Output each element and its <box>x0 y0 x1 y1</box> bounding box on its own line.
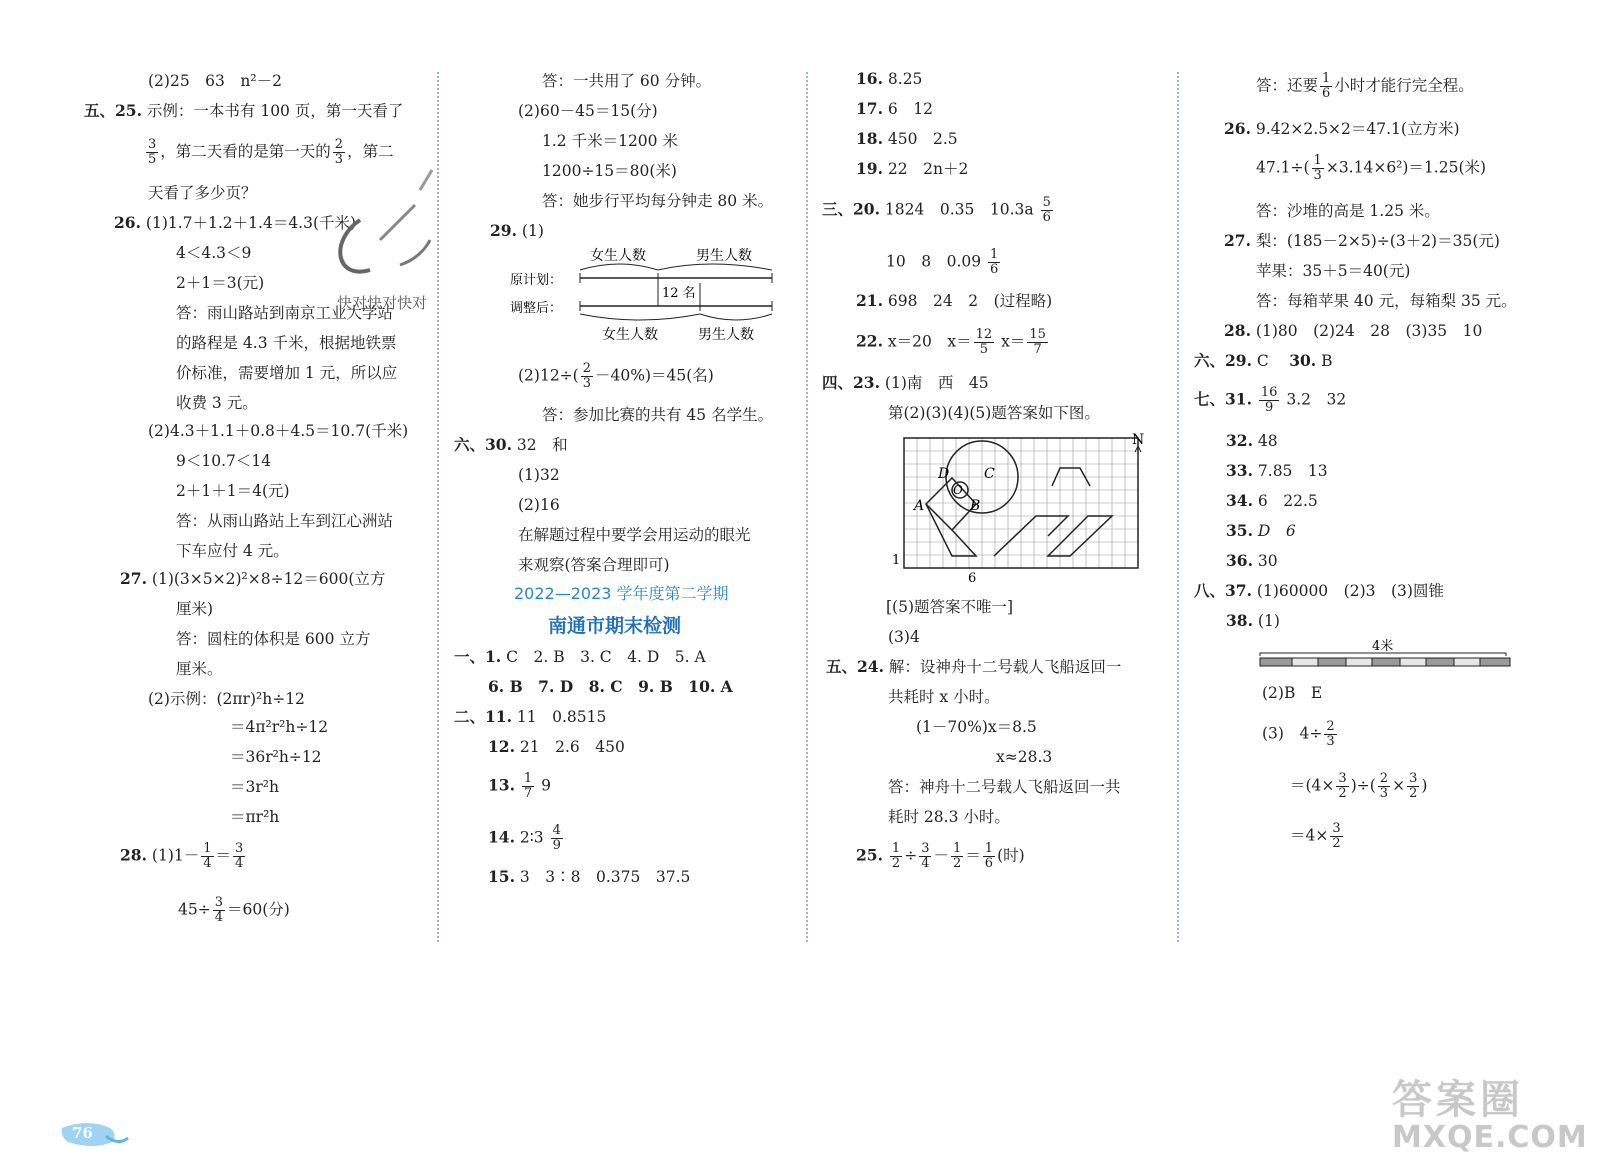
answer-text: x＝20 x＝ <box>887 332 972 351</box>
answer-line: [(5)题答案不唯一] <box>886 598 1014 616</box>
fraction: $\frac{4}{9}$ <box>552 823 561 853</box>
question-number: 22. <box>856 331 883 351</box>
fraction: $\frac{3}{5}$ <box>148 137 157 167</box>
question-number: 32. <box>1226 431 1253 450</box>
answer-line <box>1224 118 1460 140</box>
answer-line: 收费 3 元。 <box>176 394 258 412</box>
label-o: O <box>953 483 963 497</box>
question-number: 36. <box>1226 551 1253 570</box>
answer-text: D 6 <box>1257 522 1296 540</box>
answer-line: 2＋1＝3(元) <box>176 274 265 292</box>
answer-text: 45÷ <box>178 900 211 919</box>
answer-line: ＝36r²h÷12 <box>230 748 322 766</box>
answer-line: 1.2 千米＝1200 米 <box>542 132 678 150</box>
answer-line <box>856 128 958 150</box>
answer-line <box>490 220 544 242</box>
question-number: 34. <box>1226 491 1253 510</box>
fraction: $\frac{3}{2}$ <box>1338 771 1347 801</box>
answer-text: 答：还要 <box>1256 76 1319 95</box>
answer-line <box>454 706 606 728</box>
answer-text: 6 22.5 <box>1257 492 1318 510</box>
boys-brace-bottom <box>700 314 772 320</box>
answer-text: 48 <box>1257 432 1278 450</box>
answer-line <box>1226 460 1328 482</box>
question-number: 27. <box>120 569 147 588</box>
answer-line <box>1224 230 1500 252</box>
question-number: 三、20. <box>822 199 880 219</box>
answer-line <box>1194 580 1444 602</box>
fraction: $\frac{1}{7}$ <box>523 771 533 801</box>
answer-text: 小时才能行完全程。 <box>1334 76 1474 95</box>
answer-line <box>856 68 922 90</box>
answer-text: (1)(3×5×2)²×8÷12＝600(立方 <box>151 570 386 588</box>
north-label: N <box>1132 432 1145 448</box>
answer-text: 梨：(185－2×5)÷(3＋2)＝35(元) <box>1255 232 1500 250</box>
answer-line: 共耗时 x 小时。 <box>888 688 1000 706</box>
answer-line: ＝3r²h <box>230 778 279 796</box>
question-number: 26. <box>1224 119 1251 138</box>
answer-line: (2)示例：(2πr)²h÷12 <box>148 690 305 708</box>
question-number: 二、11. <box>454 707 512 726</box>
plan-label: 原计划： <box>510 273 563 288</box>
answer-text: 11 0.8515 <box>516 708 607 726</box>
boys-brace <box>658 264 772 270</box>
answer-text: 32 和 <box>516 436 568 454</box>
answer-text: 47.1÷( <box>1256 158 1310 177</box>
answer-text: 8.25 <box>887 70 923 88</box>
girls-label-bottom: 女生人数 <box>602 327 658 343</box>
fraction: $\frac{2}{3}$ <box>582 361 591 391</box>
answer-line: 4＜4.3＜9 <box>176 244 252 262</box>
square-shape <box>926 478 976 530</box>
boys-label-bottom: 男生人数 <box>698 327 754 343</box>
question-number: 八、37. <box>1194 581 1252 600</box>
answer-line <box>1194 386 1346 415</box>
answer-line <box>178 896 290 925</box>
label-b: B <box>970 498 981 514</box>
page-number-badge <box>58 1116 130 1150</box>
answer-line <box>856 842 1025 871</box>
answer-line <box>1194 350 1333 372</box>
fraction: $\frac{3}{4}$ <box>235 841 244 871</box>
operator: － <box>933 846 949 865</box>
answer-text: C 2. B 3. C 4. D 5. A <box>506 648 706 666</box>
answer-line: 下车应付 4 元。 <box>176 542 289 560</box>
answer-text: (1) <box>1257 612 1280 630</box>
answer-text: 1824 0.35 10.3a <box>884 200 1034 219</box>
answer-line: 厘米) <box>176 600 214 618</box>
fraction: $\frac{3}{2}$ <box>1409 771 1418 801</box>
fraction: $\frac{1}{6}$ <box>984 841 994 871</box>
answer-text: 10 8 0.09 <box>886 252 982 271</box>
answer-text: 30 <box>1257 552 1278 570</box>
answer-text: × <box>1392 776 1406 795</box>
watermark <box>1392 1078 1588 1154</box>
answer-line <box>826 656 1121 678</box>
answer-line <box>120 842 247 871</box>
answer-line: 6. B 7. D 8. C 9. B 10. A <box>488 677 733 696</box>
question-number: 29. <box>490 221 517 240</box>
answer-line: (3)4 <box>888 628 920 646</box>
answer-text: 6 12 <box>887 100 933 118</box>
fraction: $\frac{3}{4}$ <box>921 841 930 871</box>
answer-line: 9＜10.7＜14 <box>176 452 272 470</box>
fraction: $\frac{15}{7}$ <box>1029 327 1046 357</box>
answer-text: 2∶3 <box>519 828 544 847</box>
answer-line <box>856 290 1052 312</box>
answer-text: 22 2n＋2 <box>887 160 969 178</box>
answer-text: (1)60000 (2)3 (3)圆锥 <box>1256 582 1444 600</box>
answer-text: (3) 4÷ <box>1262 724 1323 743</box>
answer-line: 答：圆柱的体积是 600 立方 <box>176 630 371 648</box>
watermark-en: MXQE.COM <box>1392 1120 1588 1155</box>
fraction: $\frac{1}{4}$ <box>203 841 212 871</box>
question-number: 28. <box>120 845 147 865</box>
question-number: 12. <box>488 737 515 756</box>
answer-line: (2)4.3＋1.1＋0.8＋4.5＝10.7(千米) <box>148 422 409 440</box>
fraction: $\frac{3}{4}$ <box>214 895 223 925</box>
answer-line <box>454 646 706 668</box>
answer-line: (2)60－45＝15(分) <box>518 102 658 120</box>
fraction: $\frac{5}{6}$ <box>1042 195 1051 225</box>
question-number: 15. <box>488 867 515 886</box>
fraction: $\frac{1}{2}$ <box>891 841 901 871</box>
question-number: 16. <box>856 69 883 88</box>
answer-line <box>120 568 385 590</box>
column-divider <box>1177 72 1179 942</box>
answer-text: (时) <box>997 846 1025 865</box>
answer-text: (1) <box>521 222 544 240</box>
answer-text: 示例：一本书有 100 页，第一天看了 <box>146 102 404 120</box>
parallelogram-shape <box>994 516 1068 556</box>
answer-line: (2)16 <box>518 496 560 514</box>
grid-lines <box>904 438 1138 568</box>
answer-line: 答：她步行平均每分钟走 80 米。 <box>542 192 774 210</box>
adjusted-label: 调整后： <box>510 301 563 316</box>
answer-line <box>886 248 1002 277</box>
stamp-scribble <box>320 150 440 280</box>
answer-line: 天看了多少页？ <box>148 184 257 202</box>
question-number: 30. <box>1289 351 1317 370</box>
answer-text: 9 <box>541 776 551 795</box>
answer-line <box>84 100 403 122</box>
operator: ÷ <box>904 846 918 865</box>
boys-label: 男生人数 <box>696 248 752 264</box>
watermark-cn: 答案圈 <box>1392 1077 1524 1123</box>
answer-line: (1－70%)x＝8.5 <box>916 718 1037 736</box>
answer-line: 答：参加比赛的共有 45 名学生。 <box>542 406 774 424</box>
axis-label-6: 6 <box>968 571 977 586</box>
answer-line <box>1226 490 1318 512</box>
answer-line <box>856 158 968 180</box>
answer-line <box>1226 430 1278 452</box>
question-number: 14. <box>488 827 515 847</box>
answer-text: (1)1－ <box>151 846 200 865</box>
answer-line: 耗时 28.3 小时。 <box>888 808 1010 826</box>
answer-line: 2＋1＋1＝4(元) <box>176 482 290 500</box>
answer-line: 1200÷15＝80(米) <box>542 162 677 180</box>
answer-text: )÷( <box>1350 776 1376 795</box>
answer-text: 698 24 2 (过程略) <box>887 292 1053 310</box>
answer-text: 7.85 13 <box>1257 462 1328 480</box>
question-number: 19. <box>856 159 883 178</box>
answer-line: 厘米。 <box>176 660 223 678</box>
answer-line <box>488 736 625 758</box>
bar-segment <box>1292 658 1318 666</box>
section-subtitle: 2022—2023 学年度第二学期 <box>514 584 729 603</box>
answer-line: 第(2)(3)(4)(5)题答案如下图。 <box>888 404 1100 422</box>
axis-label-1: 1 <box>892 553 901 568</box>
answer-line <box>488 772 551 801</box>
answer-line <box>518 362 714 391</box>
answer-text: ＝60(分) <box>227 900 290 919</box>
answer-line: 答：一共用了 60 分钟。 <box>542 72 712 90</box>
answer-text: ) <box>1421 776 1428 795</box>
bar-bracket <box>1260 653 1506 656</box>
fraction: $\frac{2}{3}$ <box>334 137 344 167</box>
girls-brace-bottom <box>580 314 700 320</box>
answer-text: ×3.14×6²)＝1.25(米) <box>1325 158 1487 177</box>
answer-text: (1)1.7＋1.2＋1.4＝4.3(千米) <box>145 214 357 232</box>
fraction: $\frac{2}{3}$ <box>1379 771 1389 801</box>
answer-text: (1)南 西 45 <box>884 374 989 392</box>
answer-text: B <box>1321 352 1333 370</box>
question-number: 五、25. <box>84 101 142 120</box>
question-number: 四、23. <box>822 373 880 392</box>
answer-line <box>454 434 568 456</box>
label-c: C <box>984 466 995 482</box>
answer-line: 答：沙堆的高是 1.25 米。 <box>1256 202 1440 220</box>
answer-line: (1)32 <box>518 466 560 484</box>
diff-label: 12 名 <box>662 286 696 301</box>
answer-line: x≈28.3 <box>996 748 1053 766</box>
answer-line: 苹果：35＋5＝40(元) <box>1256 262 1411 280</box>
fraction: $\frac{1}{6}$ <box>990 247 999 277</box>
question-number: 13. <box>488 775 515 795</box>
answer-line: 答：雨山路站到南京工业大学站 <box>176 304 394 322</box>
fraction: $\frac{12}{5}$ <box>975 327 993 357</box>
answer-text: 3.2 32 <box>1286 390 1347 409</box>
question-number: 28. <box>1224 321 1251 340</box>
answer-line <box>1256 154 1486 183</box>
answer-line <box>1262 720 1339 749</box>
answer-text: ，第二天看的是第一天的 <box>160 142 331 161</box>
operator: ＝ <box>965 846 981 865</box>
question-number: 六、30. <box>454 435 512 454</box>
answer-line <box>1226 610 1280 632</box>
page-number: 76 <box>72 1124 93 1142</box>
parallelogram-shape-2 <box>1048 516 1112 556</box>
fraction: $\frac{16}{9}$ <box>1260 385 1278 415</box>
measure-bar <box>1256 636 1516 672</box>
answer-line: 价标准，需要增加 1 元，所以应 <box>176 364 398 382</box>
answer-line <box>1290 772 1427 801</box>
bar-segment <box>1454 658 1480 666</box>
answer-line <box>822 372 989 394</box>
fraction: $\frac{1}{2}$ <box>952 841 962 871</box>
answer-line: 在解题过程中要学会用运动的眼光 <box>518 526 751 544</box>
answer-text: 解：设神舟十二号载人飞船返回一 <box>888 658 1122 676</box>
answer-line: ＝πr²h <box>230 808 280 826</box>
answer-line: 答：每箱苹果 40 元，每箱梨 35 元。 <box>1256 292 1517 310</box>
section-title: 南通市期末检测 <box>548 615 682 637</box>
answer-line: 来观察(答案合理即可) <box>518 556 670 574</box>
answer-text: ＝ <box>215 846 232 865</box>
answer-line: 答：从雨山路站上车到江心洲站 <box>176 512 394 530</box>
bar-segment <box>1346 658 1372 666</box>
answer-text: ＝(4× <box>1290 776 1335 795</box>
answer-line: 的路程是 4.3 千米，根据地铁票 <box>176 334 397 352</box>
answer-line <box>1224 320 1482 342</box>
question-number: 27. <box>1224 231 1251 250</box>
answer-text: 9.42×2.5×2＝47.1(立方米) <box>1255 120 1460 138</box>
answer-text: (1)80 (2)24 28 (3)35 10 <box>1255 322 1483 340</box>
label-a: A <box>914 498 925 514</box>
answer-line <box>1256 72 1474 101</box>
fraction: $\frac{2}{3}$ <box>1326 719 1335 749</box>
girls-label: 女生人数 <box>590 248 646 264</box>
answer-text: 450 2.5 <box>887 130 958 148</box>
girls-brace <box>580 264 658 270</box>
fraction: $\frac{1}{6}$ <box>1322 71 1331 101</box>
bar-segment <box>1400 658 1426 666</box>
answer-text: (2)12÷( <box>518 366 579 385</box>
answer-line <box>488 824 565 853</box>
question-number: 21. <box>856 291 883 310</box>
answer-line <box>488 866 690 888</box>
question-number: 25. <box>856 845 883 865</box>
answer-line <box>856 328 1050 357</box>
answer-line <box>1226 520 1296 542</box>
label-d: D <box>938 466 950 482</box>
answer-line <box>856 98 933 120</box>
answer-line <box>822 196 1055 225</box>
question-number: 七、31. <box>1194 389 1252 409</box>
question-number: 26. <box>114 213 141 232</box>
segment-diagram <box>510 244 790 344</box>
answer-line: (2)B E <box>1262 684 1323 702</box>
grid-figure <box>880 430 1160 590</box>
question-number: 五、24. <box>826 657 884 676</box>
answer-text: ＝4× <box>1290 826 1329 845</box>
column-divider <box>806 72 808 942</box>
fraction: $\frac{3}{2}$ <box>1332 821 1341 851</box>
answer-text: 21 2.6 450 <box>519 738 625 756</box>
answer-text: x＝ <box>1001 332 1026 351</box>
fraction: $\frac{1}{3}$ <box>1313 153 1322 183</box>
answer-line: ＝4π²r²h÷12 <box>230 718 329 736</box>
answer-text: ，第二 <box>347 142 394 161</box>
answer-line: 答：神舟十二号载人飞船返回一共 <box>888 778 1121 796</box>
question-number: 33. <box>1226 461 1253 480</box>
question-number: 六、29. <box>1194 351 1252 370</box>
answer-text: －40%)＝45(名) <box>595 366 714 385</box>
answer-text: 3 3∶8 0.375 37.5 <box>519 868 691 886</box>
question-number: 18. <box>856 129 883 148</box>
question-number: 17. <box>856 99 883 118</box>
answer-line <box>1290 822 1345 851</box>
answer-text: C <box>1256 352 1285 370</box>
answer-line: (2)25 63 n²－2 <box>148 72 282 90</box>
stamp-text: 快对快对快对 <box>337 294 428 312</box>
question-number: 一、1. <box>454 647 502 666</box>
question-number: 38. <box>1226 611 1253 630</box>
answer-line <box>1226 550 1278 572</box>
question-number: 35. <box>1226 521 1253 540</box>
bar-label: 4米 <box>1372 639 1394 654</box>
